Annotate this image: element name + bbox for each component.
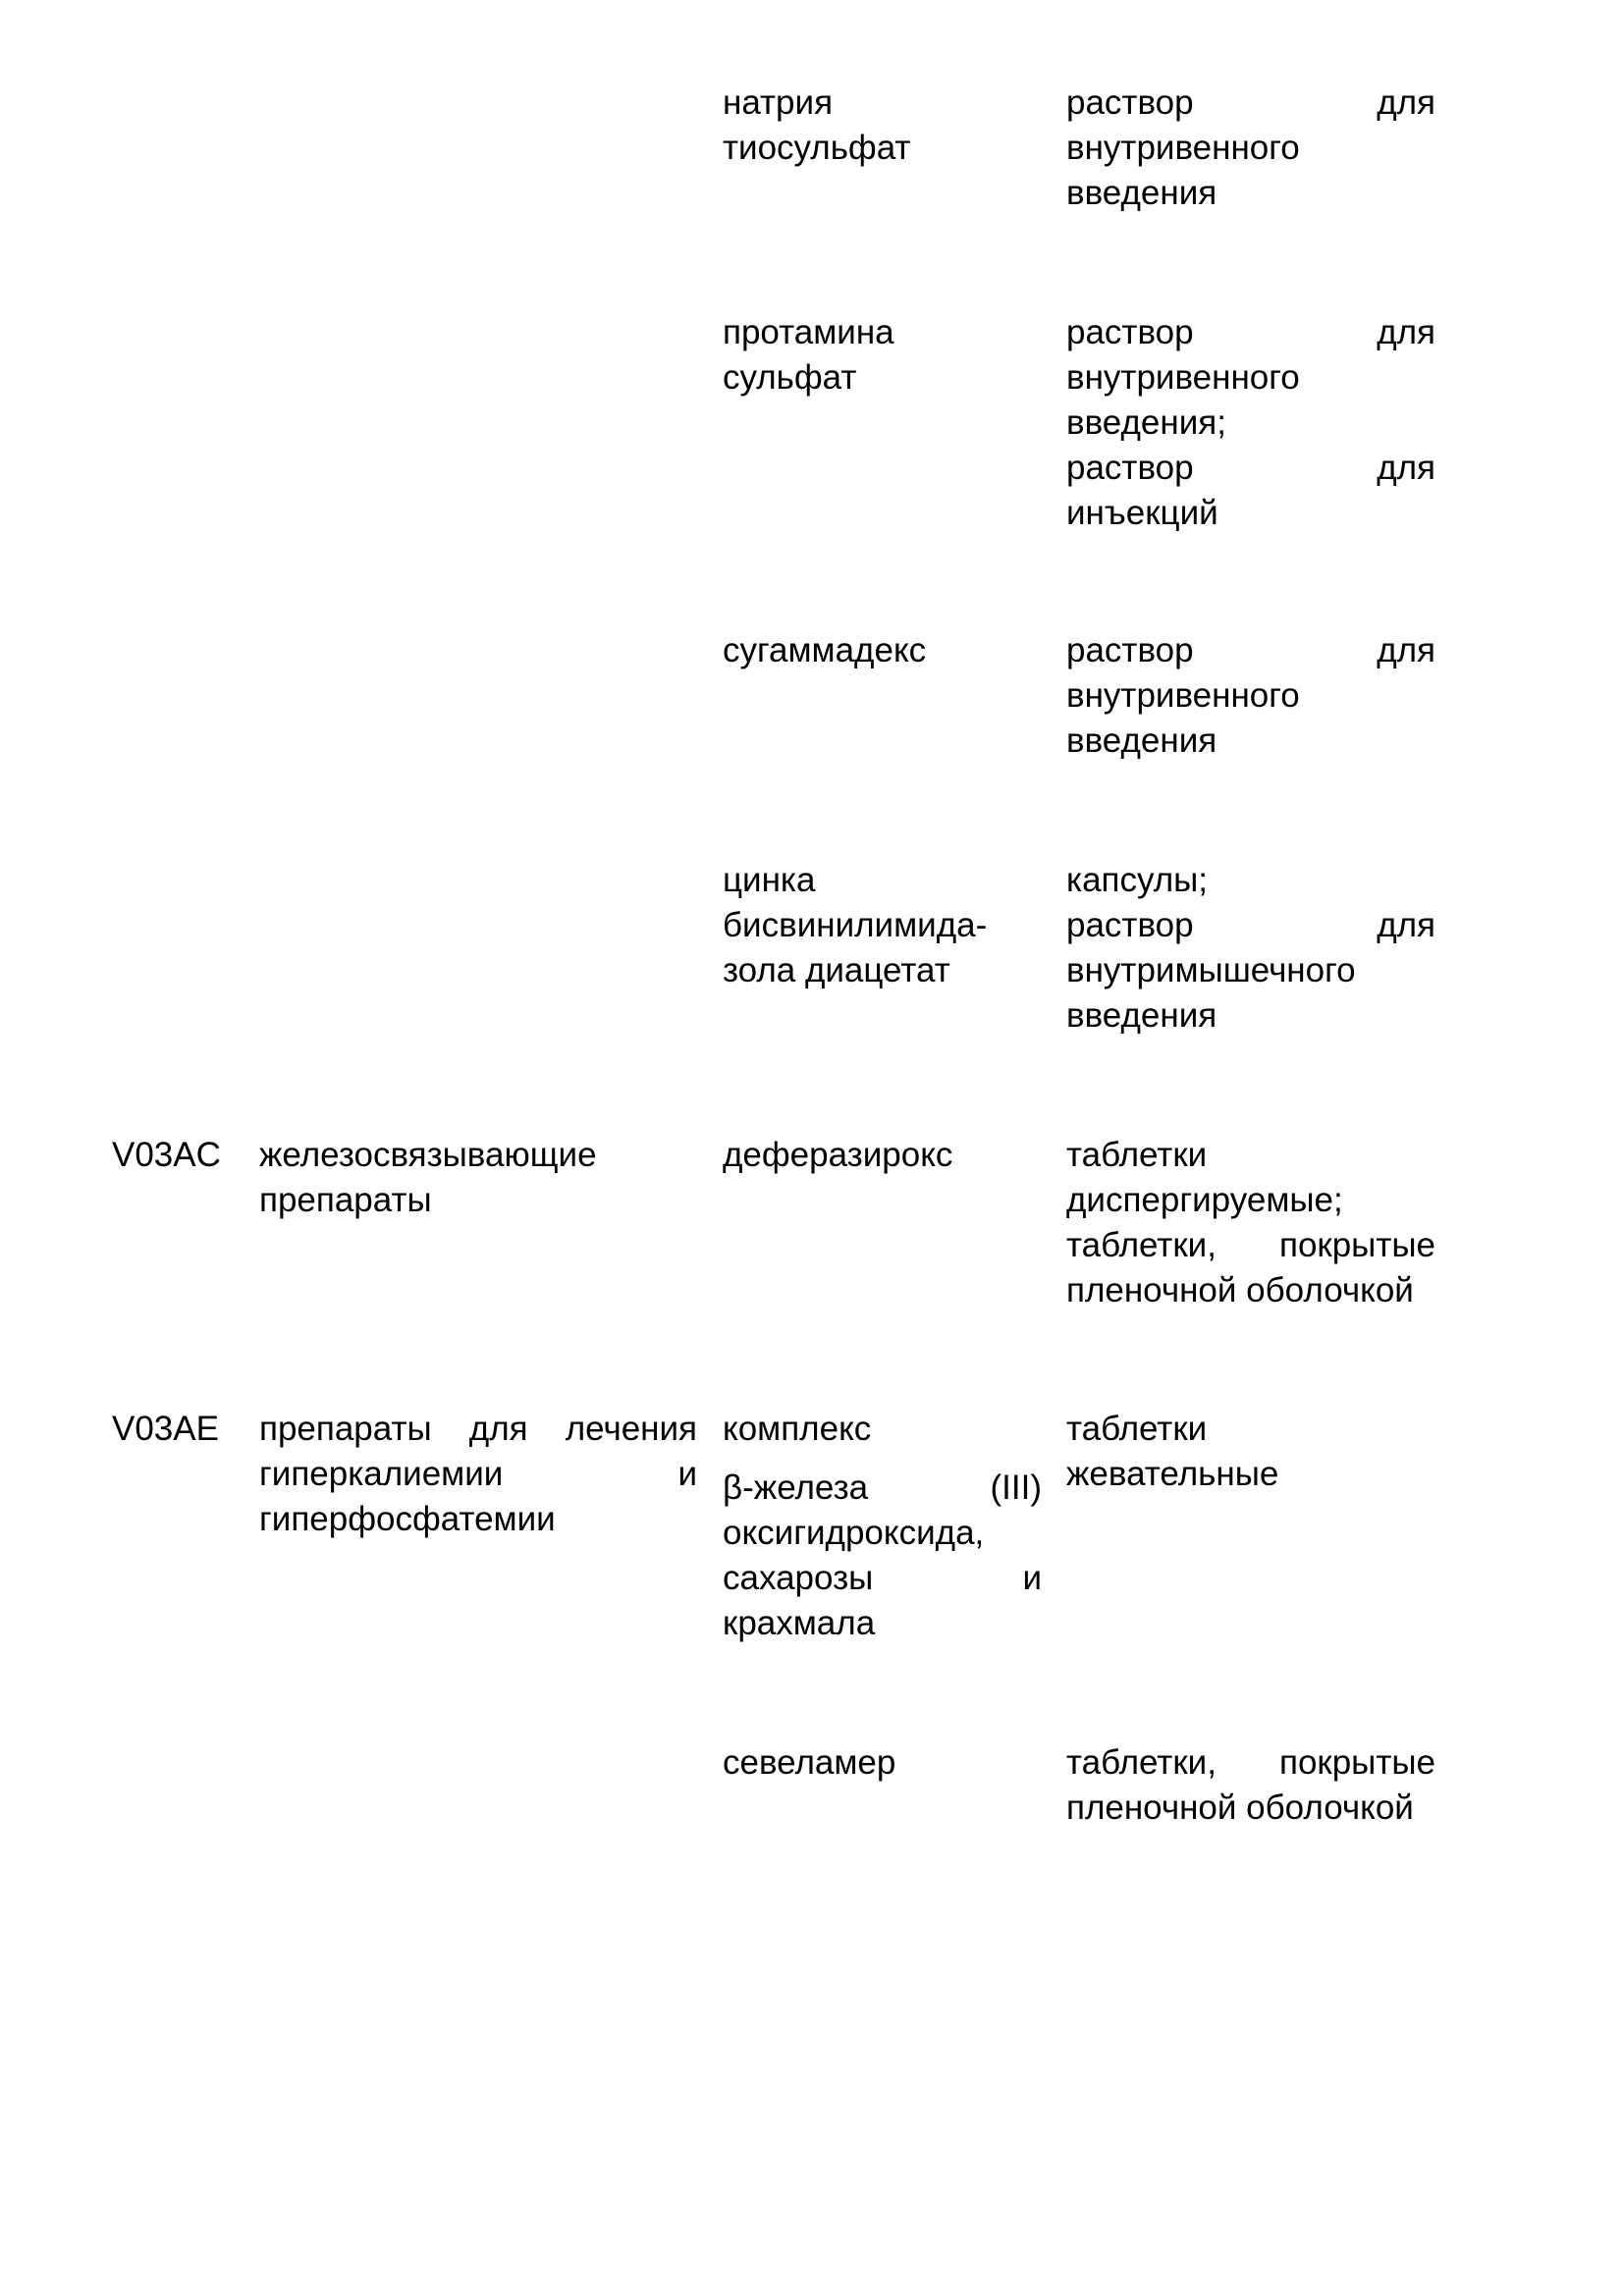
dosage-form-line: таблетки bbox=[1066, 1410, 1208, 1448]
group-name-line: препараты для лечения bbox=[259, 1410, 697, 1448]
dosage-form-line: инъекций bbox=[1066, 494, 1218, 532]
dosage-form-line: диспергируемые; bbox=[1066, 1181, 1343, 1219]
drug-name-cell bbox=[723, 1133, 1042, 1178]
dosage-form-cell bbox=[1066, 80, 1435, 216]
drug-name-line: сахарозы и bbox=[723, 1559, 1042, 1597]
group-name-cell bbox=[259, 1133, 697, 1223]
drug-name-line: цинка bbox=[723, 861, 816, 899]
dosage-form-line: жевательные bbox=[1066, 1455, 1279, 1493]
drug-name-line: зола диацетат bbox=[723, 951, 950, 989]
dosage-form-cell bbox=[1066, 628, 1435, 764]
dosage-form-line: внутривенного bbox=[1066, 358, 1300, 397]
drug-name-line: натрия bbox=[723, 83, 834, 122]
group-name-line: железосвязывающие bbox=[259, 1136, 597, 1174]
drug-name-line: севеламер bbox=[723, 1743, 896, 1782]
drug-name-line: деферазирокс bbox=[723, 1136, 953, 1174]
drug-name-cell bbox=[723, 858, 1042, 993]
dosage-form-line: внутривенного bbox=[1066, 129, 1300, 167]
dosage-form-line: внутримышечного bbox=[1066, 951, 1356, 989]
drug-name-line: сульфат bbox=[723, 358, 857, 397]
drug-name-cell bbox=[723, 1740, 1042, 1786]
dosage-form-cell bbox=[1066, 858, 1435, 1039]
drug-name-line: сугаммадекс bbox=[723, 631, 927, 669]
dosage-form-line: раствор для bbox=[1066, 83, 1435, 122]
dosage-form-line: пленочной оболочкой bbox=[1066, 1789, 1414, 1827]
dosage-form-line: введения; bbox=[1066, 403, 1226, 442]
dosage-form-line: раствор для bbox=[1066, 906, 1435, 944]
dosage-form-cell bbox=[1066, 310, 1435, 536]
group-name-cell bbox=[259, 1407, 697, 1542]
dosage-form-cell bbox=[1066, 1133, 1435, 1313]
group-name-line: гиперкалиемии и bbox=[259, 1455, 697, 1493]
drug-name-line: бисвинилимида- bbox=[723, 906, 988, 944]
dosage-form-cell bbox=[1066, 1740, 1435, 1831]
dosage-form-line: внутривенного bbox=[1066, 676, 1300, 715]
drug-name-cell bbox=[723, 80, 1042, 171]
drug-name-line: крахмала bbox=[723, 1604, 876, 1642]
drug-name-line: β-железа (III) bbox=[723, 1468, 1042, 1507]
dosage-form-line: пленочной оболочкой bbox=[1066, 1271, 1414, 1309]
group-name-line: препараты bbox=[259, 1181, 432, 1219]
atc-code-cell: V03AE bbox=[112, 1410, 219, 1448]
drug-name-line: комплекс bbox=[723, 1410, 872, 1448]
dosage-form-line: таблетки, покрытые bbox=[1066, 1226, 1435, 1264]
drug-name-line: оксигидроксида, bbox=[723, 1514, 985, 1552]
dosage-form-line: введения bbox=[1066, 721, 1217, 760]
dosage-form-line: таблетки bbox=[1066, 1136, 1208, 1174]
dosage-form-line: раствор для bbox=[1066, 313, 1435, 351]
drug-name-line: тиосульфат bbox=[723, 129, 911, 167]
dosage-form-line: таблетки, покрытые bbox=[1066, 1743, 1435, 1782]
group-name-line: гиперфосфатемии bbox=[259, 1500, 556, 1538]
dosage-form-line: введения bbox=[1066, 996, 1217, 1035]
atc-code-cell: V03AC bbox=[112, 1136, 221, 1174]
dosage-form-line: капсулы; bbox=[1066, 861, 1209, 899]
drug-name-cell bbox=[723, 628, 1042, 673]
drug-name-cell bbox=[723, 1407, 1042, 1646]
drug-name-line: протамина bbox=[723, 313, 894, 351]
drug-name-cell bbox=[723, 310, 1042, 400]
dosage-form-line: введения bbox=[1066, 174, 1217, 212]
dosage-form-line: раствор для bbox=[1066, 631, 1435, 669]
dosage-form-line: раствор для bbox=[1066, 449, 1435, 487]
dosage-form-cell bbox=[1066, 1407, 1435, 1497]
